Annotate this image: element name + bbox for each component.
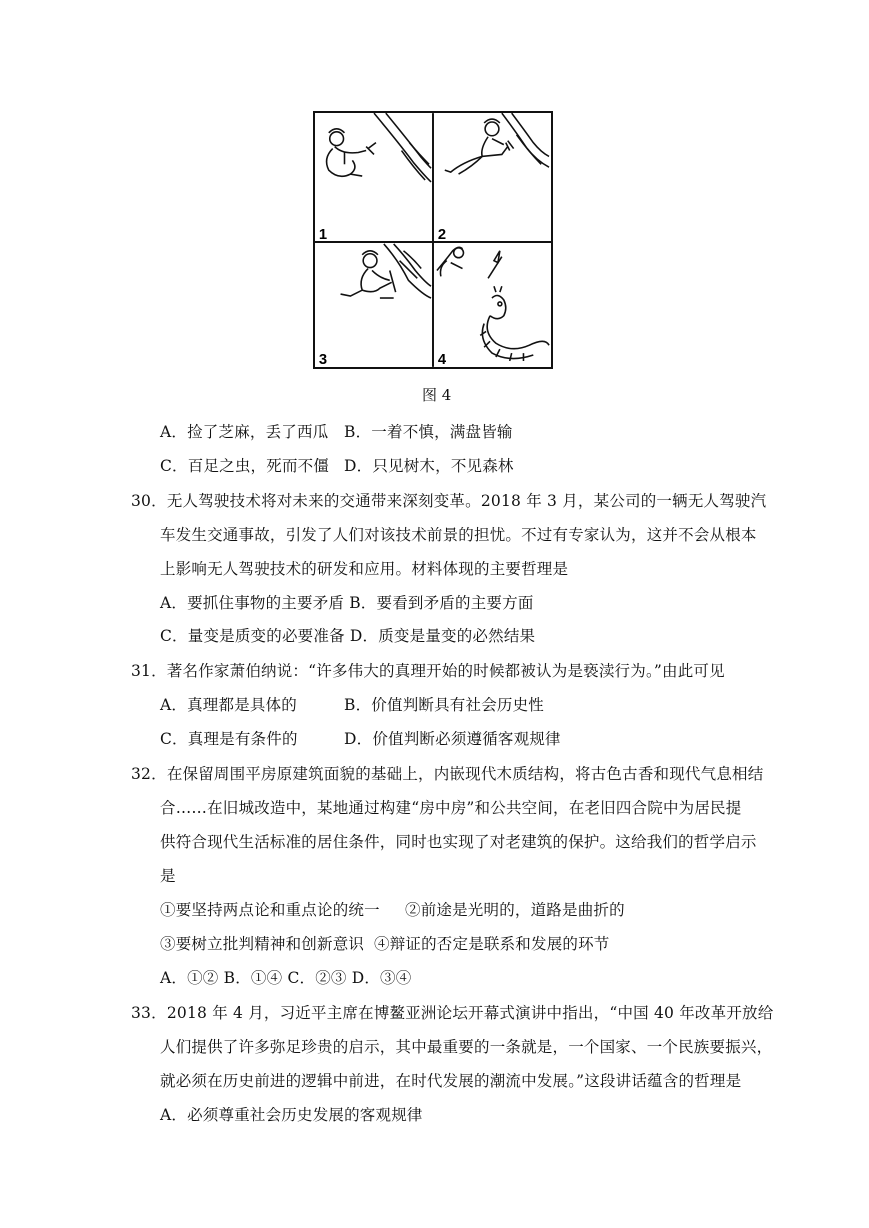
q32-statement-4: ④辩证的否定是联系和发展的环节 <box>374 935 610 953</box>
q32-statement-1: ①要坚持两点论和重点论的统一 <box>160 901 380 919</box>
q33-stem-line-2: 人们提供了许多弥足珍贵的启示，其中最重要的一条就是，一个国家、一个民族要振兴， <box>160 1038 773 1056</box>
panel-2-illustration <box>445 113 549 174</box>
figure-caption: 图 4 <box>422 386 452 404</box>
panel-label-2: 2 <box>437 227 447 244</box>
comic-figure <box>313 111 553 369</box>
panel-1-illustration <box>327 113 431 182</box>
q31-stem-line-1: 31．著名作家萧伯纳说：“许多伟大的真理开始的时候都被认为是亵渎行为。”由此可见 <box>131 662 725 680</box>
panel-label-1: 1 <box>318 227 328 244</box>
q29-option-b: B．一着不慎，满盘皆输 <box>344 423 513 441</box>
q31-option-c: C．真理是有条件的 <box>160 730 298 748</box>
panel-4-illustration <box>437 247 549 361</box>
q32-stem-line-4: 是 <box>160 867 176 885</box>
q32-stem-line-3: 供符合现代生活标准的居住条件，同时也实现了对老建筑的保护。这给我们的哲学启示 <box>160 833 757 851</box>
q32-statement-2: ②前途是光明的，道路是曲折的 <box>405 901 625 919</box>
q30-stem-line-1: 30．无人驾驶技术将对未来的交通带来深刻变革。2018 年 3 月，某公司的一辆无人驾驶汽 <box>131 492 767 510</box>
q30-stem-line-2: 车发生交通事故，引发了人们对该技术前景的担忧。不过有专家认为，这并不会从根本 <box>160 526 757 544</box>
q29-option-c: C．百足之虫，死而不僵 <box>160 457 330 475</box>
q29-option-d: D．只见树木，不见森林 <box>344 457 514 475</box>
q32-stem-line-2: 合……在旧城改造中，某地通过构建“房中房”和公共空间，在老旧四合院中为居民提 <box>160 799 742 817</box>
q30-stem-line-3: 上影响无人驾驶技术的研发和应用。材料体现的主要哲理是 <box>160 560 569 578</box>
q30-options-cd: C．量变是质变的必要准备 D．质变是量变的必然结果 <box>160 627 536 645</box>
q33-option-a: A．必须尊重社会历史发展的客观规律 <box>160 1106 423 1124</box>
panel-3-illustration <box>341 244 431 298</box>
panel-label-3: 3 <box>318 351 328 367</box>
q30-options-ab: A．要抓住事物的主要矛盾 B．要看到矛盾的主要方面 <box>160 594 534 612</box>
comic-drawing <box>315 113 551 367</box>
q32-options: A．①② B．①④ C．②③ D．③④ <box>160 969 412 987</box>
q33-stem-line-3: 就必须在历史前进的逻辑中前进，在时代发展的潮流中发展。”这段讲话蕴含的哲理是 <box>160 1072 742 1090</box>
q31-option-b: B．价值判断具有社会历史性 <box>344 696 544 714</box>
q31-option-a: A．真理都是具体的 <box>160 696 297 714</box>
q33-stem-line-1: 33．2018 年 4 月，习近平主席在博鳌亚洲论坛开幕式演讲中指出，“中国 40 年改革开放给 <box>131 1004 774 1022</box>
q32-stem-line-1: 32．在保留周围平房原建筑面貌的基础上，内嵌现代木质结构，将古色古香和现代气息相结 <box>131 765 764 783</box>
q29-option-a: A．捡了芝麻，丢了西瓜 <box>160 423 329 441</box>
panel-label-4: 4 <box>437 351 447 367</box>
q32-statement-3: ③要树立批判精神和创新意识 <box>160 935 365 953</box>
q31-option-d: D．价值判断必须遵循客观规律 <box>344 730 561 748</box>
